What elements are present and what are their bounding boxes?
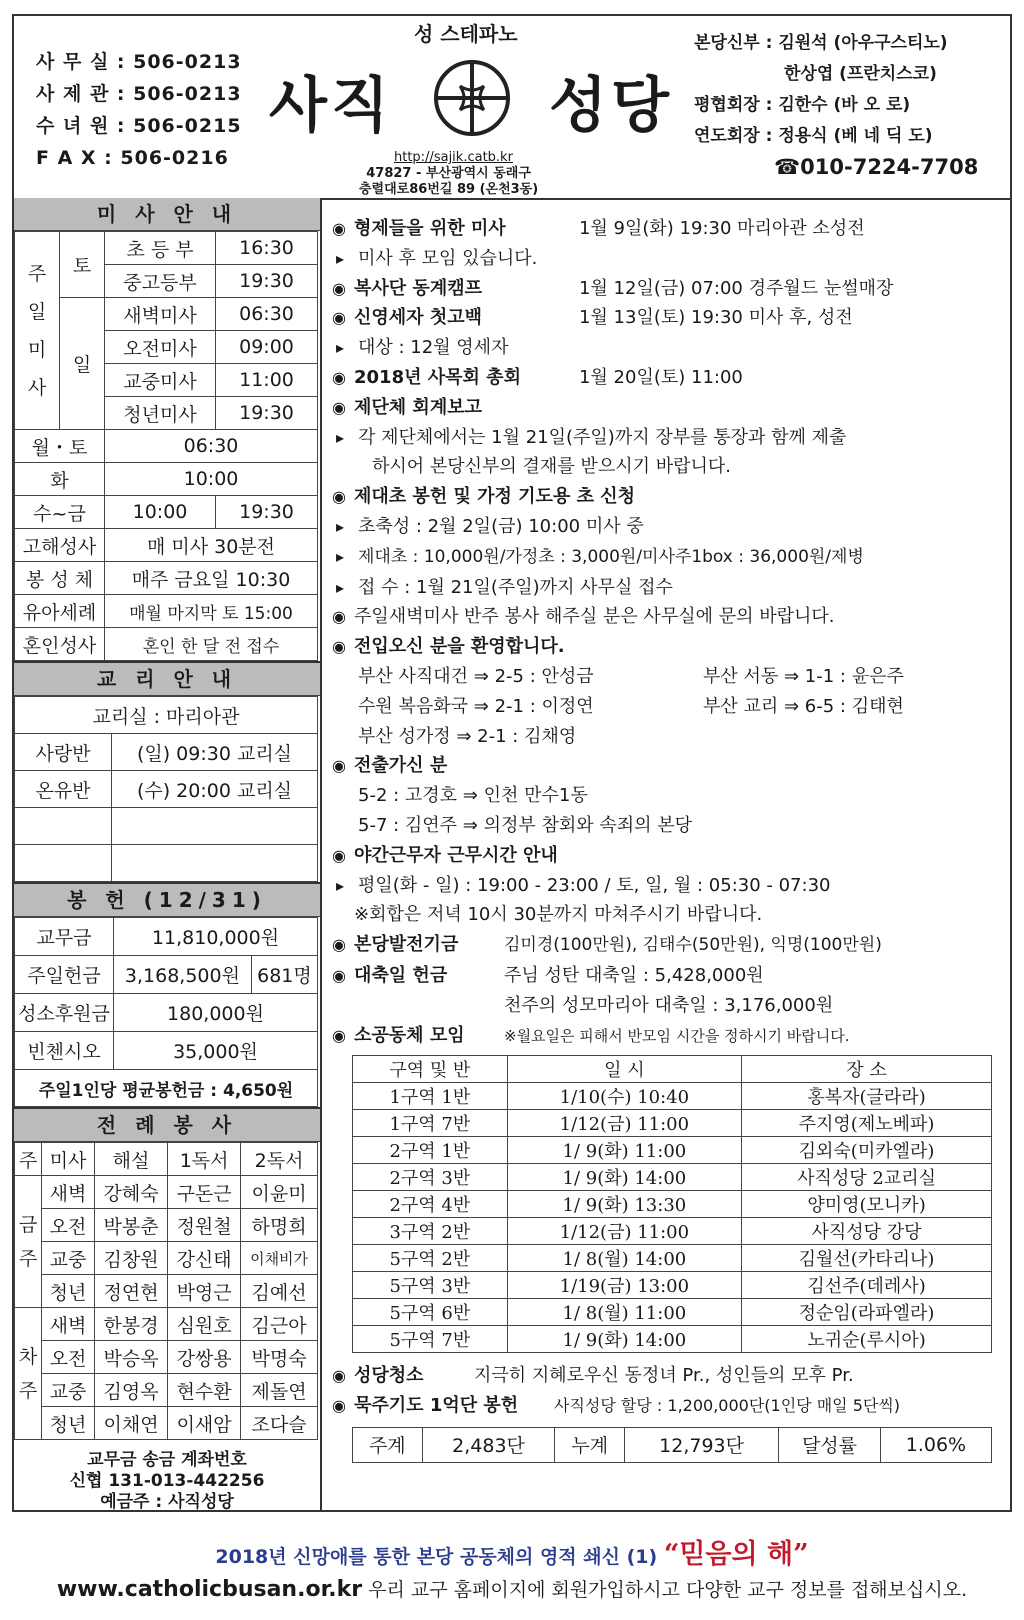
notice-text: 1월 13일(토) 19:30 미사 후, 성전 (579, 307, 853, 329)
notice-text: 주님 성탄 대축일 : 5,428,000원 (504, 964, 764, 986)
sacrament-time: 매주 금요일 10:30 (105, 562, 318, 595)
table-row: 2구역 1반 1/ 9(화) 11:00 김외숙(미카엘라) (353, 1137, 992, 1164)
diocese-website-link[interactable]: www.catholicbusan.or.kr (56, 1577, 363, 1602)
minister: 하명희 (241, 1209, 318, 1242)
bullet-icon: ◉ (332, 1396, 346, 1416)
minister: 현수환 (168, 1374, 241, 1407)
pastor: 본당신부 : 김원석 (아우구스티노) (694, 33, 948, 53)
transfer-in: 부산 서동 ⇒ 1-1 : 윤은주 (703, 665, 904, 687)
notice-title: 본당발전기금 (354, 934, 459, 956)
council-president: 평협회장 : 김한수 (바 오 로) (694, 95, 911, 115)
minister: 김창원 (95, 1242, 168, 1275)
bullet-icon: ◉ (332, 367, 346, 387)
transfer-in: 수원 복음화국 ⇒ 2-1 : 이정연 (358, 695, 594, 717)
notice-title: 신영세자 첫고백 (354, 307, 482, 329)
bullet-icon: ◉ (332, 935, 346, 955)
minister: 강신태 (168, 1242, 241, 1275)
left-sidebar (14, 198, 322, 1510)
bullet-icon: ◉ (332, 607, 346, 627)
footer-text: 우리 교구 홈페이지에 회원가입하시고 다양한 교구 정보를 접해보십시오. (368, 1579, 968, 1601)
mass-slot: 오전 (42, 1341, 95, 1374)
bullet-icon: ◉ (332, 278, 346, 298)
parish-title-left: 사직 (269, 71, 393, 141)
offering-amount: 35,000원 (114, 1032, 318, 1070)
col-header: 미사 (42, 1143, 95, 1176)
address-line-2: 충렬대로86번길 89 (온천3동) (359, 182, 539, 197)
minister: 심원호 (168, 1308, 241, 1341)
class-name: 온유반 (15, 771, 112, 808)
office-contacts (36, 46, 242, 174)
total-label: 누계 (555, 1427, 625, 1462)
bullet-icon: ◉ (332, 1366, 346, 1386)
minister: 강혜숙 (95, 1176, 168, 1209)
offering-heading: 봉 헌 (12/31) (14, 882, 320, 917)
arrow-icon: ▸ (336, 516, 345, 536)
patron-saint: 성 스테파노 (414, 22, 518, 46)
sacrament-label: 고해성사 (15, 529, 105, 562)
minister: 박영근 (168, 1275, 241, 1308)
rectory-phone: 사 제 관 : 506-0213 (36, 83, 242, 105)
notice-title: 전출가신 분 (354, 755, 448, 777)
class-time: (수) 20:00 교리실 (112, 771, 318, 808)
minister: 정원철 (168, 1209, 241, 1242)
mass-slot: 오전 (42, 1209, 95, 1242)
notice-text: 미사 후 모임 있습니다. (358, 247, 538, 269)
office-phone: 사 무 실 : 506-0213 (36, 51, 242, 73)
bullet-icon: ◉ (332, 397, 346, 417)
offering-amount: 11,810,000원 (114, 918, 318, 956)
table-row: 2구역 3반 1/ 9(화) 14:00 사직성당 2교리실 (353, 1164, 992, 1191)
clergy-list (694, 28, 978, 183)
notice-title: 묵주기도 1억단 봉헌 (354, 1395, 519, 1417)
bulletin-page (12, 14, 1012, 1512)
minister: 정연현 (95, 1275, 168, 1308)
contact-phone: ☎010-7224-7708 (774, 155, 979, 179)
mass-time: 16:30 (216, 232, 318, 265)
fax-number: F A X : 506-0216 (36, 147, 229, 169)
notices (332, 214, 1002, 1463)
col-header: 장 소 (742, 1056, 992, 1083)
mass-time: 06:30 (216, 298, 318, 331)
parish-url[interactable]: http://sajik.catb.kr (394, 150, 513, 165)
table-row: 1구역 7반 1/12(금) 11:00 주지영(제노베파) (353, 1110, 992, 1137)
weekday-time: 19:30 (216, 496, 318, 529)
arrow-icon: ▸ (336, 338, 345, 358)
attendance-count: 681명 (251, 956, 317, 994)
arrow-icon: ▸ (336, 577, 345, 597)
col-header: 해설 (95, 1143, 168, 1176)
footer-theme-text: 2018년 신망애를 통한 본당 공동체의 영적 쇄신 (1) (215, 1546, 658, 1568)
sacrament-label: 봉 성 체 (15, 562, 105, 595)
rosary-totals (352, 1427, 992, 1463)
empty-cell (15, 845, 112, 882)
mass-name: 새벽미사 (105, 298, 216, 331)
notice-title: 제대초 봉헌 및 가정 기도용 초 신청 (354, 486, 636, 508)
notice-title: 2018년 사목회 총회 (354, 366, 521, 388)
minister: 박봉춘 (95, 1209, 168, 1242)
table-row: 2구역 4반 1/ 9(화) 13:30 양미영(모니카) (353, 1191, 992, 1218)
mass-slot: 청년 (42, 1407, 95, 1440)
mass-name: 오전미사 (105, 331, 216, 364)
account-number: 신협 131-013-442256 (69, 1471, 265, 1491)
notice-text: 접 수 : 1월 21일(주일)까지 사무실 접수 (358, 576, 673, 598)
notice-title: 대축일 헌금 (354, 964, 448, 986)
empty-cell (112, 845, 318, 882)
convent-phone: 수 녀 원 : 506-0215 (36, 115, 242, 137)
table-row: 5구역 2반 1/ 8(월) 14:00 김월선(카타리나) (353, 1245, 992, 1272)
notice-text: 초축성 : 2월 2일(금) 10:00 미사 중 (358, 515, 644, 537)
mass-slot: 새벽 (42, 1176, 95, 1209)
offering-label: 교무금 (15, 918, 114, 956)
table-row: 5구역 3반 1/19(금) 13:00 김선주(데레사) (353, 1272, 992, 1299)
bullet-icon: ◉ (332, 1025, 346, 1045)
col-header: 1독서 (168, 1143, 241, 1176)
class-time: (일) 09:30 교리실 (112, 734, 318, 771)
notice-text: 1월 9일(화) 19:30 마리아관 소성전 (579, 218, 865, 239)
mass-slot: 청년 (42, 1275, 95, 1308)
empty-cell (112, 808, 318, 845)
mass-heading: 미 사 안 내 (14, 198, 320, 231)
offering-label: 성소후원금 (15, 994, 114, 1032)
minister: 이윤미 (241, 1176, 318, 1209)
address-line-1: 47827 - 부산광역시 동래구 (366, 166, 531, 181)
table-row: 3구역 2반 1/12(금) 11:00 사직성당 강당 (353, 1218, 992, 1245)
notice-text: 김미경(100만원), 김태수(50만원), 익명(100만원) (504, 935, 882, 956)
mass-time: 19:30 (216, 265, 318, 298)
memorial-president: 연도회장 : 정용식 (베 네 딕 도) (694, 126, 933, 146)
transfer-in: 부산 교리 ⇒ 6-5 : 김태현 (703, 695, 904, 717)
footer-theme (0, 1532, 1024, 1571)
minister: 한봉경 (95, 1308, 168, 1341)
bullet-icon: ◉ (332, 756, 346, 776)
minister: 이새암 (168, 1407, 241, 1440)
weekday-label: 화 (15, 463, 105, 496)
minister: 제돌연 (241, 1374, 318, 1407)
notice-title: 성당청소 (354, 1365, 424, 1387)
weekday-time: 10:00 (105, 463, 318, 496)
mass-time: 11:00 (216, 364, 318, 397)
notice-text: 하시어 본당신부의 결재를 받으시기 바랍니다. (372, 456, 731, 478)
mass-slot: 새벽 (42, 1308, 95, 1341)
mass-time: 09:00 (216, 331, 318, 364)
minister: 김영옥 (95, 1374, 168, 1407)
notice-title: 야간근무자 근무시간 안내 (354, 844, 558, 866)
notice-text: 1월 20일(토) 11:00 (579, 366, 743, 388)
total-label: 주계 (353, 1427, 423, 1462)
weekday-time: 06:30 (105, 430, 318, 463)
notice-text: 제대초 : 10,000원/가정초 : 3,000원/미사주1box : 36,000원/제병 (358, 546, 864, 567)
bullet-icon: ◉ (332, 965, 346, 985)
weekday-label: 수~금 (15, 496, 105, 529)
notice-text: 대상 : 12월 영세자 (358, 337, 509, 359)
catechism-heading: 교 리 안 내 (14, 661, 320, 696)
minister: 이채연 (95, 1407, 168, 1440)
transfer-out: 5-7 : 김연주 ⇒ 의정부 참회와 속죄의 본당 (358, 814, 693, 836)
notice-text: 평일(화 - 일) : 19:00 - 23:00 / 토, 일, 월 : 05:30 - 07:30 (358, 874, 831, 896)
notice-text: 주일새벽미사 반주 봉사 해주실 분은 사무실에 문의 바랍니다. (354, 606, 835, 628)
average-offering: 주일1인당 평균봉헌금 : 4,650원 (15, 1070, 318, 1107)
assistant-priest: 한상엽 (프란치스코) (784, 64, 937, 84)
account-title: 교무금 송금 계좌번호 (87, 1450, 247, 1470)
parish-title-right: 성당 (549, 71, 673, 141)
minister: 이채비가 (241, 1242, 318, 1275)
footer-quote: “믿음의 해” (663, 1539, 809, 1570)
weekday-time: 10:00 (105, 496, 216, 529)
catechism-room: 교리실 : 마리아관 (15, 697, 318, 734)
weekday-label: 월・토 (15, 430, 105, 463)
mass-name: 교중미사 (105, 364, 216, 397)
account-holder: 예금주 : 사직성당 (100, 1492, 234, 1512)
bullet-icon: ◉ (332, 637, 346, 657)
minister: 조다슬 (241, 1407, 318, 1440)
this-week-label: 금주 (15, 1176, 42, 1308)
bullet-icon: ◉ (332, 487, 346, 507)
minister: 김근아 (241, 1308, 318, 1341)
total-label: 달성률 (779, 1427, 881, 1462)
notice-text: ※월요일은 피해서 반모임 시간을 정하시기 바랍니다. (504, 1026, 850, 1045)
notice-title: 제단체 회계보고 (354, 396, 482, 418)
table-row: 5구역 6반 1/ 8(월) 11:00 정순임(라파엘라) (353, 1299, 992, 1326)
transfer-in: 부산 성가정 ⇒ 2-1 : 김채영 (358, 725, 577, 747)
notice-title: 형제들을 위한 미사 (354, 218, 506, 239)
notice-text: 1월 12일(금) 07:00 경주월드 눈썰매장 (579, 277, 894, 299)
liturgy-table (14, 1142, 318, 1440)
offering-label: 주일헌금 (15, 956, 114, 994)
col-header: 2독서 (241, 1143, 318, 1176)
meetings-table (352, 1055, 992, 1353)
offering-amount: 180,000원 (114, 994, 318, 1032)
empty-cell (15, 808, 112, 845)
sacrament-label: 혼인성사 (15, 628, 105, 661)
total-value: 12,793단 (625, 1427, 779, 1462)
notice-text: ※회합은 저녁 10시 30분까지 마쳐주시기 바랍니다. (354, 904, 763, 926)
offering-table (14, 917, 318, 1107)
sacrament-time: 혼인 한 달 전 접수 (105, 628, 318, 661)
offering-amount: 3,168,500원 (114, 956, 252, 994)
transfer-in: 부산 사직대건 ⇒ 2-5 : 안성금 (358, 665, 594, 687)
mass-name: 청년미사 (105, 397, 216, 430)
mass-time: 19:30 (216, 397, 318, 430)
notice-text: 각 제단체에서는 1월 21일(주일)까지 장부를 통장과 함께 제출 (358, 426, 847, 448)
bullet-icon: ◉ (332, 308, 346, 328)
arrow-icon: ▸ (336, 248, 345, 268)
offering-label: 빈첸시오 (15, 1032, 114, 1070)
catechism-table (14, 696, 318, 882)
saturday-label: 토 (60, 232, 105, 298)
sunday-label: 일 (60, 298, 105, 430)
minister: 박명숙 (241, 1341, 318, 1374)
arrow-icon: ▸ (336, 875, 345, 895)
col-header: 주 (15, 1143, 42, 1176)
sacrament-time: 매 미사 30분전 (105, 529, 318, 562)
footer-website (0, 1575, 1024, 1602)
bullet-icon: ◉ (332, 219, 346, 238)
mass-name: 초 등 부 (105, 232, 216, 265)
arrow-icon: ▸ (336, 546, 345, 566)
total-value: 1.06% (880, 1427, 991, 1462)
col-header: 구역 및 반 (353, 1056, 508, 1083)
table-row: 1구역 1반 1/10(수) 10:40 홍복자(글라라) (353, 1083, 992, 1110)
parish-address (359, 166, 538, 198)
liturgy-heading: 전 례 봉 사 (14, 1107, 320, 1142)
arrow-icon: ▸ (336, 427, 345, 447)
minister: 강쌍용 (168, 1341, 241, 1374)
class-name: 사랑반 (15, 734, 112, 771)
sacrament-label: 유아세례 (15, 595, 105, 628)
notice-title: 소공동체 모임 (354, 1024, 465, 1046)
bank-account (14, 1450, 320, 1513)
mass-slot: 교중 (42, 1374, 95, 1407)
bullet-icon: ◉ (332, 845, 346, 865)
parish-cross-logo-icon (432, 58, 512, 138)
notice-title: 복사단 동계캠프 (354, 277, 482, 299)
notice-title: 전입오신 분을 환영합니다. (354, 636, 565, 658)
notice-text: 천주의 성모마리아 대축일 : 3,176,000원 (504, 994, 834, 1016)
mass-schedule-table (14, 231, 318, 661)
col-header: 일 시 (507, 1056, 741, 1083)
sunday-mass-label: 주일미사 (15, 232, 60, 430)
mass-slot: 교중 (42, 1242, 95, 1275)
minister: 김예선 (241, 1275, 318, 1308)
notice-text: 지극히 지혜로우신 동정녀 Pr., 성인들의 모후 Pr. (474, 1365, 854, 1387)
mass-name: 중고등부 (105, 265, 216, 298)
table-row: 5구역 7반 1/ 9(화) 14:00 노귀순(루시아) (353, 1326, 992, 1353)
header (14, 16, 1010, 200)
transfer-out: 5-2 : 고경호 ⇒ 인천 만수1동 (358, 785, 588, 807)
total-value: 2,483단 (422, 1427, 555, 1462)
minister: 박승옥 (95, 1341, 168, 1374)
minister: 구돈근 (168, 1176, 241, 1209)
notice-text: 사직성당 할당 : 1,200,000단(1인당 매일 5단씩) (554, 1396, 901, 1416)
next-week-label: 차주 (15, 1308, 42, 1440)
sacrament-time: 매월 마지막 토 15:00 (105, 595, 318, 628)
